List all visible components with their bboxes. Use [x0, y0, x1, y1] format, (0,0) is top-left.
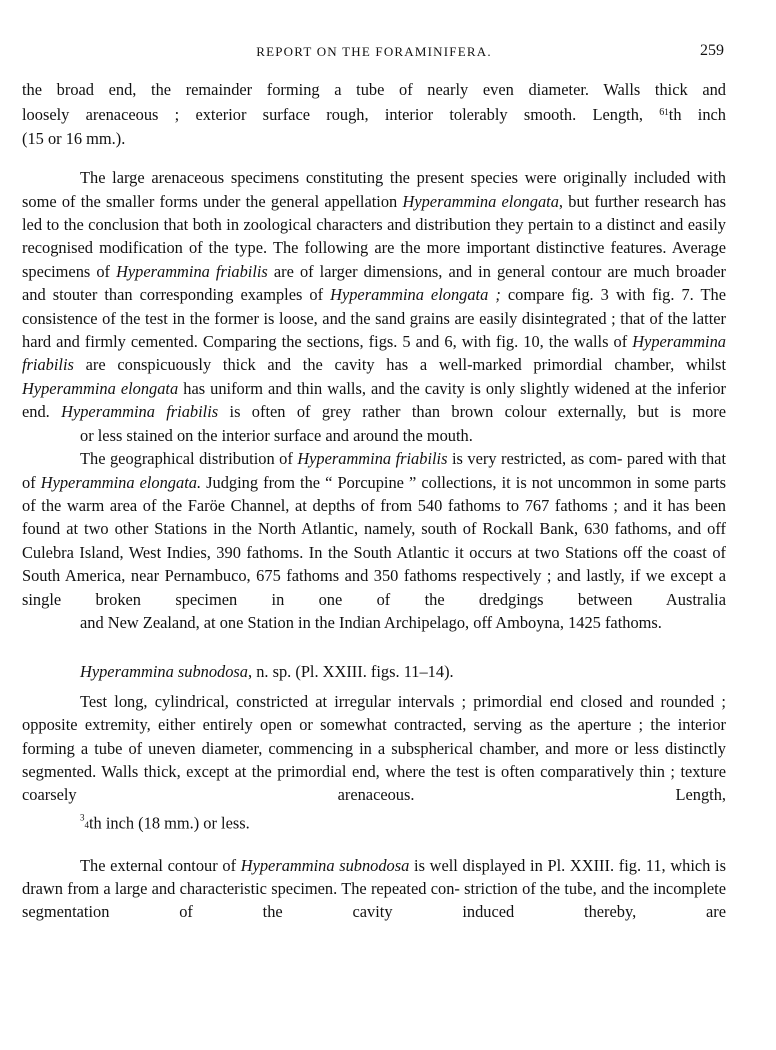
species-name: Hyperammina friabilis [297, 449, 448, 469]
text-line: (15 or 16 mm.). [22, 128, 126, 148]
page-header [22, 30, 726, 60]
paragraph-distinctions: The large arenaceous specimens constituting the present species were originally included with some of the smaller forms under the general appellation Hyperammina elongata, but further research has led to the conclusion that both in zoological characters and distribution they pertain to a distinct and easily recognised modification of the type. The following are the more important distinctive features. Average specimens of Hyperammina friabilis are of larger dimensions, and in general contour are much broader and stouter than corresponding examples of Hyperammina elongata ; compare fig. 3 with fig. 7. The consistence of the test in the former is loose, and the sand grains are easily disintegrated ; that of the latter hard and firmly cemented. Comparing the sections, figs. 5 and 6, with fig. 10, the walls of Hyperammina friabilis are conspicuously thick and the cavity has a well-marked primordial chamber, whilst Hyperammina elongata has uniform and thin walls, and the cavity is only slightly widened at the inferior end. Hyperammina friabilis is often of grey rather than brown colour externally, but is more or less stained on the interior surface and around the mouth. [22, 168, 727, 445]
species-name: Hyperammina friabilis [22, 332, 726, 375]
species-heading-reference: , n. sp. (Pl. XXIII. figs. 11–14). [248, 662, 454, 682]
species-name: Hyperammina elongata ; [330, 285, 501, 305]
paragraph-diagnosis: Test long, cylindrical, constricted at irregular intervals ; primordial end closed and rounded ; opposite extremity, either entirely open or somewhat contracted, serving as the aperture ; the interior forming a tube of uneven diameter, commencing in a subspherical chamber, and more or less distinctly segmented. Walls thick, except at the primordial end, where the test is often comparatively thin ; texture coarsely arenaceous. Length, $^3_4$th inch (18 mm.) or less. [22, 691, 726, 833]
species-heading-name: Hyperammina subnodosa [80, 662, 248, 682]
fraction: $^3_4$ [80, 812, 89, 831]
species-name: Hyperammina [402, 191, 497, 211]
text-line: th inch [668, 105, 726, 125]
text-line: loosely arenaceous ; exterior surface rough, interior tolerably smooth. Length, [22, 105, 660, 125]
species-name: elongata [501, 191, 559, 211]
species-name: Hyperammina elongata [22, 378, 179, 398]
paragraph-distribution: The geographical distribution of Hyperammina friabilis is very restricted, as com- pared with that of Hyperammina elongata. Judging from the “ Porcupine ” collections, it is not uncommon in some parts of the warm area of the Faröe Channel, at depths of from 540 fathoms to 767 fathoms ; and it has been found at two other Stations in the North Atlantic, namely, south of Rockall Bank, 630 fathoms, and off Culebra Island, West Indies, 390 fathoms. In the South Atlantic it occurs at two Stations off the coast of South America, near Pernambuco, 675 fathoms and 350 fathoms respectively ; and lastly, if we except a single broken specimen in one of the dredgings between Australia and New Zealand, at one Station in the Indian Archipelago, off Amboyna, 1425 fathoms. [22, 449, 726, 632]
running-title: REPORT ON THE FORAMINIFERA. [256, 44, 492, 59]
paragraph-contour: The external contour of Hyperammina subnodosa is well displayed in Pl. XXIII. fig. 11, which is drawn from a large and characteristic specimen. The repeated con- striction of the tube, and the incomplete segmentation of the cavity induced thereby, are [22, 855, 727, 922]
fraction-denominator: 61 [659, 107, 669, 119]
page-number: 259 [700, 42, 724, 59]
species-name: Hyperammina elongata. [40, 472, 202, 492]
species-name: Hyperammina friabilis [116, 261, 268, 281]
species-name: Hyperammina subnodosa [240, 855, 410, 875]
paragraph-continuation [22, 78, 726, 150]
species-name: Hyperammina friabilis [61, 402, 219, 422]
text-line: the broad end, the remainder forming a tube of nearly even diameter. Walls thick and [22, 80, 726, 99]
species-heading [22, 660, 726, 683]
page [22, 30, 726, 924]
